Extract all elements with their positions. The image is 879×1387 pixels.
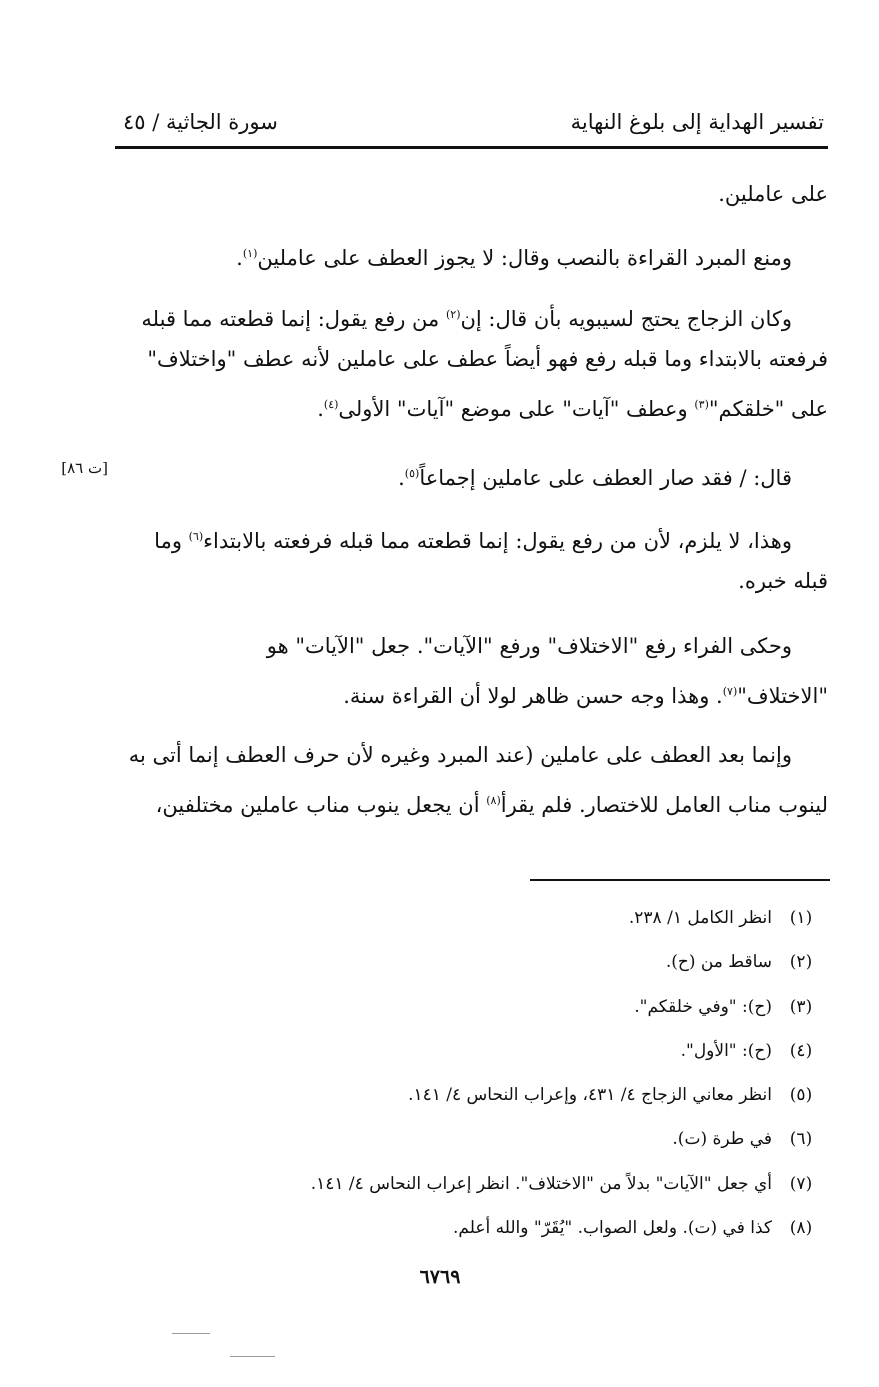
paragraph-2 xyxy=(112,231,828,276)
footnote-marker[interactable]: (٥) xyxy=(404,467,420,480)
text-line: "الاختلاف"$^{(٧)}$. وهذا وجه حسن ظاهر لولا أن القراءة سنة. xyxy=(343,684,828,708)
footnote-separator xyxy=(530,879,830,881)
scan-smudge xyxy=(230,1356,275,1357)
footnote-marker[interactable]: (٧) xyxy=(722,685,738,698)
paragraph-1 xyxy=(112,172,828,217)
footnote-number: (٥) xyxy=(789,1085,813,1106)
footnote-item xyxy=(230,1078,830,1122)
paragraph-4 xyxy=(112,451,828,496)
footnote-marker[interactable]: (٨) xyxy=(486,794,501,807)
margin-manuscript-reference: [ت ٨٦] xyxy=(61,459,108,477)
text-line: على عاملين. xyxy=(718,182,828,206)
text-line: وحكى الفراء رفع "الاختلاف" ورفع "الآيات". جعل "الآيات" هو xyxy=(266,634,792,658)
text-line: وإنما بعد العطف على عاملين (عند المبرد وغيره لأن حرف العطف إنما أتى به xyxy=(128,743,792,767)
footnote-number: (٢) xyxy=(789,952,813,973)
text-line: قبله خبره. xyxy=(738,569,828,593)
footnote-text: كذا في (ت). ولعل الصواب. "يُقَرّ" والله أعلم. xyxy=(453,1218,772,1239)
paragraph-3 xyxy=(112,292,828,427)
text-line: وهذا، لا يلزم، لأن من رفع يقول: إنما قطعته مما قبله فرفعته بالابتداء$^{(٦)}$ وما xyxy=(154,529,792,553)
footnote-item xyxy=(230,1167,830,1211)
surah-reference: سورة الجاثية / ٤٥ xyxy=(123,110,278,134)
footnote-number: (٨) xyxy=(789,1218,813,1239)
paragraph-7 xyxy=(112,733,828,823)
footnote-text: ساقط من (ح). xyxy=(665,952,772,973)
footnote-text: (ح): "الأول". xyxy=(680,1040,772,1061)
footnote-text: أي جعل "الآيات" بدلاً من "الاختلاف". انظر إعراب النحاس ٤/ ١٤١. xyxy=(310,1173,772,1194)
text-line: قال: / فقد صار العطف على عاملين إجماعاً$^{(٥)}$. xyxy=(398,466,792,490)
page-number: ٦٧٦٩ xyxy=(419,1266,461,1288)
text-line: وكان الزجاج يحتج لسيبويه بأن قال: إن$^{(٢)}$ من رفع يقول: إنما قطعته مما قبله xyxy=(141,307,792,331)
footnote-item xyxy=(230,945,830,989)
footnote-text: انظر معاني الزجاج ٤/ ٤٣١، وإعراب النحاس ٤/ ١٤١. xyxy=(408,1085,772,1106)
text-line: لينوب مناب العامل للاختصار. فلم يقرأ$^{(٨)}$ أن يجعل ينوب مناب عاملين مختلفين، xyxy=(155,793,828,817)
footnote-text: (ح): "وفي خلقكم". xyxy=(634,996,772,1017)
footnote-item xyxy=(230,1211,830,1255)
footnote-text: انظر الكامل ١/ ٢٣٨. xyxy=(628,908,772,928)
footnote-number: (١) xyxy=(789,908,813,928)
footnote-number: (٦) xyxy=(789,1129,813,1150)
footnote-text: في طرة (ت). xyxy=(672,1129,772,1150)
footnote-item xyxy=(230,901,830,945)
paragraph-5 xyxy=(112,514,828,604)
footnotes-list xyxy=(230,901,830,1255)
paragraph-6 xyxy=(112,624,828,714)
footnote-marker[interactable]: (٣) xyxy=(694,398,709,411)
footnote-number: (٣) xyxy=(789,996,813,1017)
footnote-number: (٧) xyxy=(789,1173,813,1194)
footnote-marker[interactable]: (٢) xyxy=(445,308,461,321)
text-line: على "خلقكم"$^{(٣)}$ وعطف "آيات" على موضع "آيات" الأولى$^{(٤)}$. xyxy=(317,397,828,421)
footnote-marker[interactable]: (٤) xyxy=(323,398,339,411)
footnote-item xyxy=(230,1034,830,1078)
footnote-marker[interactable]: (٦) xyxy=(188,530,204,543)
running-header xyxy=(115,100,828,149)
footnote-item xyxy=(230,1122,830,1166)
scan-smudge xyxy=(172,1333,210,1334)
footnote-marker[interactable]: (١) xyxy=(242,247,258,260)
footnote-number: (٤) xyxy=(789,1040,813,1061)
footnote-item xyxy=(230,990,830,1034)
book-title: تفسير الهداية إلى بلوغ النهاية xyxy=(570,110,824,134)
text-line: ومنع المبرد القراءة بالنصب وقال: لا يجوز العطف على عاملين$^{(١)}$. xyxy=(236,246,792,270)
text-line: فرفعته بالابتداء وما قبله رفع فهو أيضاً عطف على عاملين لأنه عطف "واختلاف" xyxy=(147,347,828,371)
